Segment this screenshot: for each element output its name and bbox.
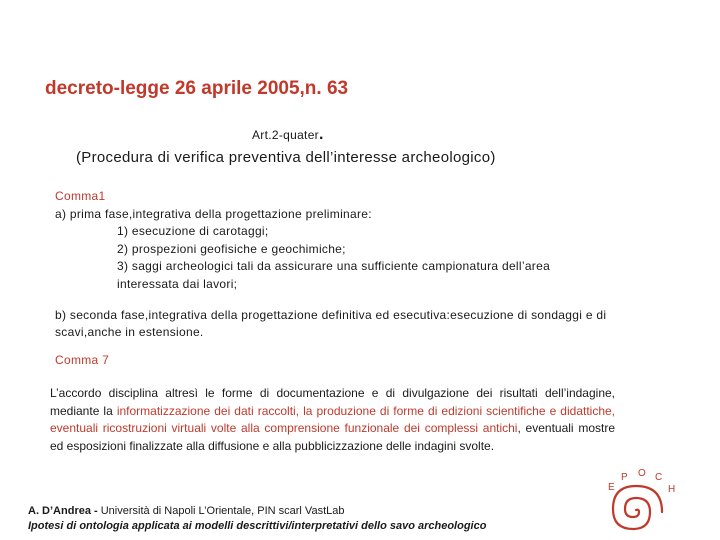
comma1-item: 3) saggi archeologici tali da assicurare una sufficiente campionatura dell’area [117,259,551,273]
comma1-heading: Comma1 [55,189,106,203]
article-reference [252,126,324,144]
epoch-logo [588,466,684,536]
comma7-highlight: informatizzazione dei dati raccolti, la produzione di forme di edizioni scientifiche e didattiche, eventuali ricostruzioni virtuali volte alla comprensione funzionale dei complessi antichi [50,403,616,435]
logo-letter: O [638,468,646,479]
comma1-item: 1) esecuzione di carotaggi; [117,224,269,238]
article-ref-text: Art.2-quater [252,128,319,142]
comma7-paragraph [50,385,615,455]
article-ref-dot: . [318,126,324,143]
footer-talk-title: Ipotesi di ontologia applicata ai modelli descrittivi/interpretativi dello savo archeologico [28,520,487,532]
footer-credit [28,505,344,517]
logo-letter: P [621,472,628,483]
comma7-heading: Comma 7 [55,353,110,367]
logo-letter: E [608,482,615,493]
footer-author: A. D’Andrea - [28,505,101,517]
logo-letter: C [655,472,663,483]
epoch-logo-spiral [613,486,662,529]
comma1-item: 2) prospezioni geofisiche e geochimiche; [117,241,346,256]
comma7-text-2: , eventuali mostre ed esposizioni finalizzate alla diffusione e alla pubblicizzazione delle indagini svolte. [50,421,615,453]
page-title: decreto-legge 26 aprile 2005,n. 63 [45,78,349,99]
comma1-section [55,188,550,293]
article-subtitle: (Procedura di verifica preventiva dell’interesse archeologico) [76,149,496,166]
logo-letter: H [668,484,676,495]
comma1-point-b: b) seconda fase,integrativa della progettazione definitiva ed esecutiva:esecuzione di sondaggi e di scavi,anche in estensione. [55,308,607,339]
comma7-text-1: L’accordo disciplina altresì le forme di documentazione e di divulgazione dei risultati dell’indagine, mediante la [50,386,615,418]
footer-affiliation: Università di Napoli L’Orientale, PIN scarl VastLab [100,505,345,517]
comma1-point-a: a) prima fase,integrativa della progettazione preliminare: [55,206,372,221]
comma1-item-continuation: interessata dai lavori; [117,276,238,291]
